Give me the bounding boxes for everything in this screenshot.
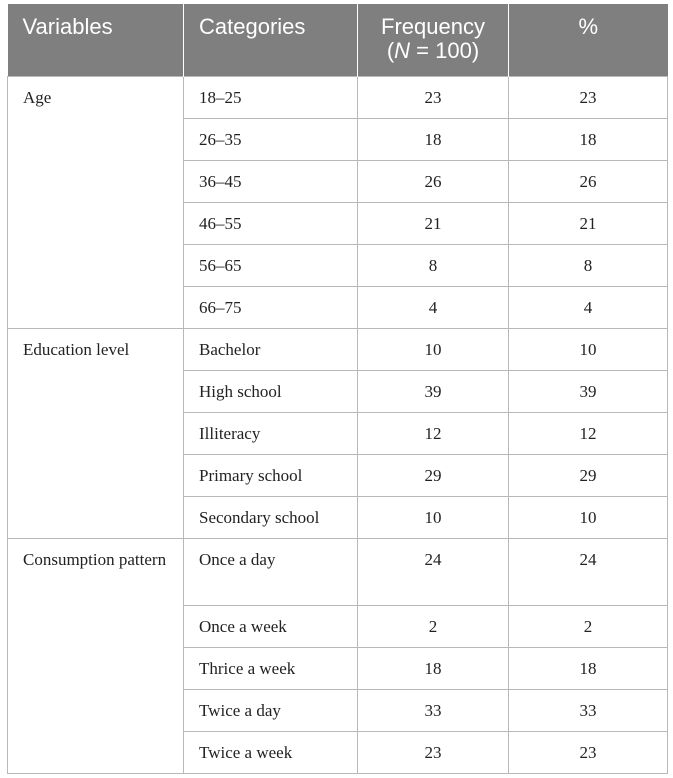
category-cell: Twice a day — [184, 689, 358, 731]
demographics-table — [7, 4, 668, 774]
header-frequency-label: Frequency — [381, 14, 485, 39]
frequency-cell: 26 — [358, 160, 509, 202]
frequency-cell: 24 — [358, 538, 509, 605]
category-cell: Once a week — [184, 605, 358, 647]
category-cell: 36–45 — [184, 160, 358, 202]
percent-cell: 24 — [509, 538, 668, 605]
category-cell: 66–75 — [184, 286, 358, 328]
table-row — [8, 76, 668, 118]
category-cell: 18–25 — [184, 76, 358, 118]
header-frequency-n-symbol: N — [394, 38, 411, 63]
category-cell: Once a day — [184, 538, 358, 605]
percent-cell: 21 — [509, 202, 668, 244]
frequency-cell: 18 — [358, 647, 509, 689]
category-cell: Twice a week — [184, 731, 358, 773]
category-cell: 46–55 — [184, 202, 358, 244]
header-percent: % — [509, 4, 668, 76]
percent-cell: 10 — [509, 496, 668, 538]
category-cell: High school — [184, 370, 358, 412]
category-cell: Primary school — [184, 454, 358, 496]
header-frequency — [358, 4, 509, 76]
frequency-cell: 18 — [358, 118, 509, 160]
percent-cell: 29 — [509, 454, 668, 496]
frequency-cell: 23 — [358, 76, 509, 118]
category-cell: Secondary school — [184, 496, 358, 538]
frequency-cell: 10 — [358, 496, 509, 538]
percent-cell: 23 — [509, 731, 668, 773]
frequency-cell: 10 — [358, 328, 509, 370]
percent-cell: 4 — [509, 286, 668, 328]
frequency-cell: 39 — [358, 370, 509, 412]
table-row — [8, 538, 668, 605]
category-cell: Thrice a week — [184, 647, 358, 689]
category-cell: Illiteracy — [184, 412, 358, 454]
table-body — [8, 76, 668, 773]
percent-cell: 26 — [509, 160, 668, 202]
frequency-cell: 4 — [358, 286, 509, 328]
frequency-cell: 12 — [358, 412, 509, 454]
header-categories: Categories — [184, 4, 358, 76]
header-frequency-n-value: = 100) — [410, 38, 480, 63]
percent-cell: 12 — [509, 412, 668, 454]
percent-cell: 39 — [509, 370, 668, 412]
category-cell: Bachelor — [184, 328, 358, 370]
percent-cell: 33 — [509, 689, 668, 731]
variable-cell: Consumption pattern — [8, 538, 184, 773]
percent-cell: 8 — [509, 244, 668, 286]
frequency-cell: 2 — [358, 605, 509, 647]
variable-cell: Education level — [8, 328, 184, 538]
frequency-cell: 21 — [358, 202, 509, 244]
header-row — [8, 4, 668, 76]
category-cell: 56–65 — [184, 244, 358, 286]
percent-cell: 10 — [509, 328, 668, 370]
percent-cell: 18 — [509, 118, 668, 160]
frequency-cell: 23 — [358, 731, 509, 773]
header-frequency-n-open: ( — [386, 38, 395, 63]
category-cell: 26–35 — [184, 118, 358, 160]
percent-cell: 2 — [509, 605, 668, 647]
header-variables: Variables — [8, 4, 184, 76]
table-row — [8, 328, 668, 370]
percent-cell: 18 — [509, 647, 668, 689]
variable-cell: Age — [8, 76, 184, 328]
frequency-cell: 33 — [358, 689, 509, 731]
percent-cell: 23 — [509, 76, 668, 118]
frequency-cell: 8 — [358, 244, 509, 286]
frequency-cell: 29 — [358, 454, 509, 496]
table-header — [8, 4, 668, 76]
